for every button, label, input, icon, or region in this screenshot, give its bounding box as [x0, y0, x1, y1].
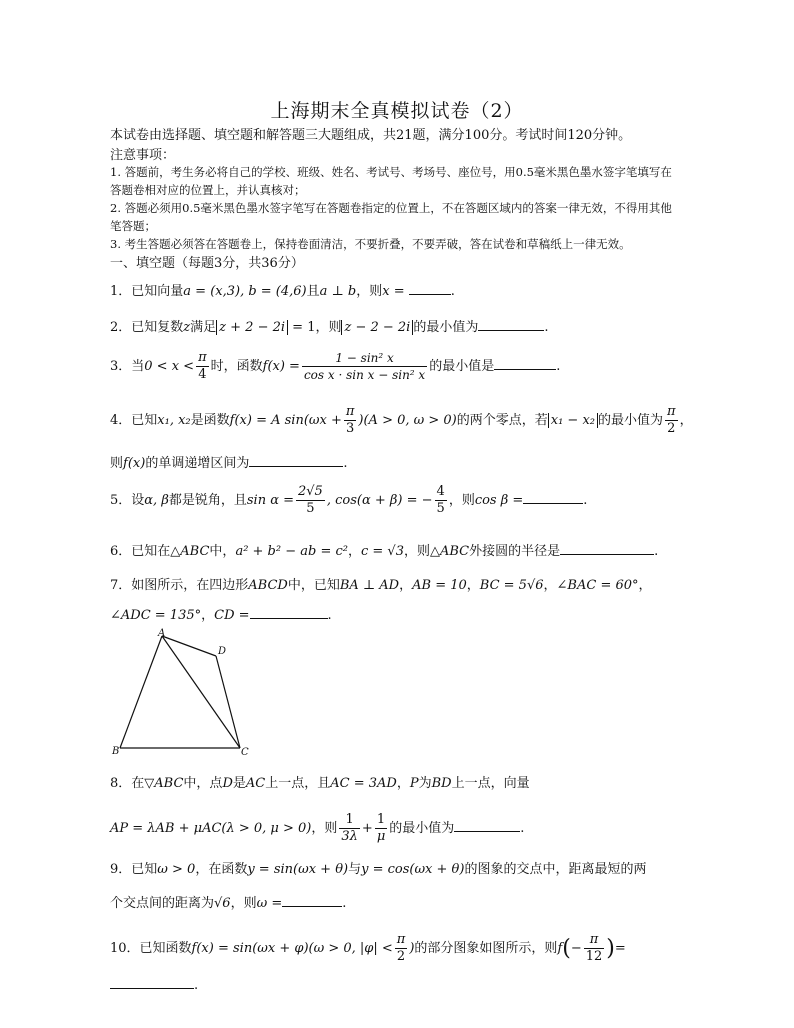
question-1: 1．已知向量a = (x,3), b = (4,6)且a ⊥ b，则x = .	[110, 284, 455, 299]
label-a: A	[158, 628, 166, 639]
label-c: C	[241, 747, 249, 758]
answer-blank-8	[454, 819, 520, 832]
question-10-cont: .	[110, 976, 198, 993]
answer-blank-2	[478, 318, 544, 331]
edge-ab	[120, 636, 162, 748]
note-1-cont: 答题卷相对应的位置上，并认真核对；	[110, 183, 306, 197]
question-2: 2．已知复数z满足 z + 2 − 2i = 1，则 z − 2 − 2i 的最小值为 .	[110, 320, 549, 335]
question-8: 8．在▽ABC中，点D是AC上一点，且AC = 3AD，P为BD上一点，向量	[110, 776, 530, 791]
question-6: 6．已知在△ABC中，a² + b² − ab = c²，c = √3，则△ABC外接圆的半径是 .	[110, 544, 659, 559]
notice-heading: 注意事项：	[110, 148, 176, 163]
note-2: 2. 答题必须用0.5毫米黑色墨水签字笔写在答题卷指定的位置上，不在答题区域内的答案一律无效，不得用其他	[110, 201, 672, 215]
question-3: 3．当0 < x < $\frac{\pi}{4}$ 时，函数f(x) = $\frac{\text{1 − sin² x}}{\text{cos x · sin x − sin² x}}$ 的最小值是 .	[110, 350, 561, 382]
answer-blank-7	[250, 606, 328, 619]
page-title: 上海期末全真模拟试卷（2）	[270, 100, 524, 122]
answer-blank-6	[560, 542, 654, 555]
section-heading: 一、填空题（每题3分，共36分）	[110, 256, 304, 271]
answer-blank-4	[249, 454, 343, 467]
note-3: 3. 考生答题必须答在答题卷上，保持卷面清洁，不要折叠，不要弄破，答在试卷和草稿纸上一律无效。	[110, 237, 631, 251]
question-7: 7．如图所示，在四边形ABCD中，已知BA ⊥ AD，AB = 10，BC = 5√6，∠BAC = 60°，	[110, 578, 652, 593]
answer-blank-10	[110, 976, 194, 989]
answer-blank-3	[494, 357, 556, 370]
answer-blank-1	[409, 282, 451, 295]
answer-blank-5	[523, 491, 583, 504]
question-8-cont: AP = λAB + μAC(λ > 0, μ > 0)，则 $\frac{1}{3\lambda}$ + $\frac{1}{\mu}$ 的最小值为 .	[110, 812, 525, 844]
edge-ac	[162, 636, 240, 748]
question-7-cont: ∠ADC = 135°，CD = .	[110, 608, 332, 623]
question-9-cont: 个交点间的距离为√6，则ω = .	[110, 896, 347, 911]
note-2-cont: 笔答题；	[110, 219, 156, 233]
intro-text: 本试卷由选择题、填空题和解答题三大题组成，共21题，满分100分。考试时间120分钟。	[110, 128, 632, 143]
answer-blank-9	[282, 894, 342, 907]
note-1: 1. 答题前，考生务必将自己的学校、班级、姓名、考试号、考场号、座位号，用0.5毫米黑色墨水签字笔填写在	[110, 165, 672, 179]
edge-ad	[162, 636, 216, 656]
quadrilateral-figure	[110, 628, 260, 758]
label-b: B	[112, 746, 120, 757]
question-4-cont: 则f(x)的单调递增区间为 .	[110, 456, 348, 471]
question-5: 5．设α, β都是锐角，且sin α = $\frac{2√5}{5}$ , cos(α + β) = − $\frac{4}{5}$ ，则cos β = .	[110, 484, 588, 516]
edge-dc	[216, 656, 240, 748]
question-9: 9．已知ω > 0，在函数y = sin(ωx + θ)与y = cos(ωx + θ)的图象的交点中，距离最短的两	[110, 862, 647, 877]
question-10: 10．已知函数f(x) = sin(ωx + φ)(ω > 0, |φ| < $\frac{\pi}{2}$ )的部分图象如图所示，则f(− $\frac{\pi}{12}$ )=	[110, 932, 626, 964]
question-4: 4．已知x₁, x₂是函数f(x) = A sin(ωx + $\frac{\pi}{3}$ )(A > 0, ω > 0)的两个零点，若 x₁ − x₂ 的最小值为 $\frac{\pi}{2}$ ，	[110, 404, 693, 436]
label-d: D	[218, 646, 227, 657]
